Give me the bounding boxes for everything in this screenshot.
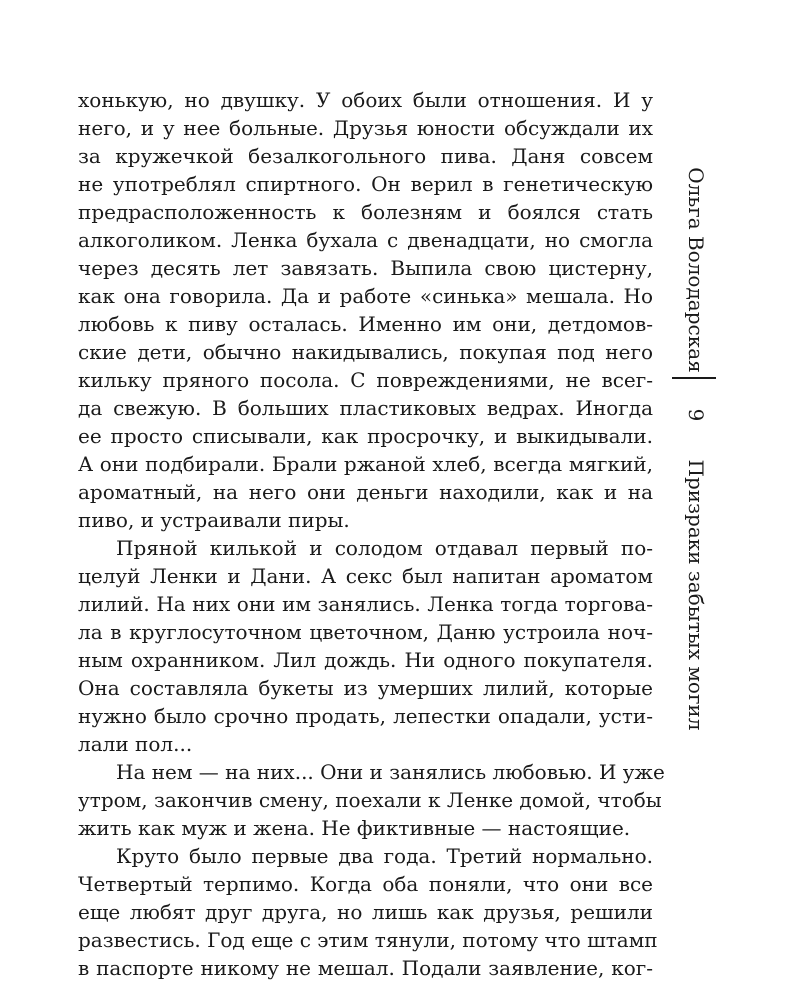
text-line: ские дети, обычно накидывались, покупая под него [78, 340, 653, 364]
body-text [78, 86, 665, 982]
text-line: Она составляла букеты из умерших лилий, которые [78, 676, 653, 700]
text-line: да свежую. В больших пластиковых ведрах. Иногда [78, 396, 653, 420]
text-line: утром, закончив смену, поехали к Ленке домой, чтобы [78, 788, 662, 812]
text-line: ла в круглосуточном цветочном, Даню устроила ноч- [78, 620, 653, 644]
text-line: через десять лет завязать. Выпила свою цистерну, [78, 256, 653, 280]
running-head-divider [672, 377, 716, 379]
text-line: Четвертый терпимо. Когда оба поняли, что они все [78, 872, 653, 896]
text-line: него, и у нее больные. Друзья юности обсуждали их [78, 116, 653, 140]
text-line: не употреблял спиртного. Он верил в генетическую [78, 172, 653, 196]
text-line: любовь к пиву осталась. Именно им они, детдомов- [78, 312, 653, 336]
text-line: развестись. Год еще с этим тянули, потому что штамп [78, 928, 658, 952]
text-line: ароматный, на него они деньги находили, как и на [78, 480, 653, 504]
text-line: Пряной килькой и солодом отдавал первый по- [116, 536, 653, 560]
running-head [666, 167, 726, 731]
text-line: На нем — на них... Они и занялись любовью. И уже [116, 760, 665, 784]
text-line: еще любят друг друга, но лишь как друзья, решили [78, 900, 653, 924]
text-line: лилий. На них они им занялись. Ленка тогда торгова- [78, 592, 653, 616]
text-line: предрасположенность к болезням и боялся стать [78, 200, 653, 224]
text-line: в паспорте никому не мешал. Подали заявление, ког- [78, 956, 653, 980]
book-title: Призраки забытых могил [684, 459, 708, 731]
text-line: лали пол... [78, 732, 193, 756]
text-line: пиво, и устраивали пиры. [78, 508, 350, 532]
text-line: кильку пряного посола. С повреждениями, не всег- [78, 368, 653, 392]
text-line: целуй Ленки и Дани. А секс был напитан ароматом [78, 564, 653, 588]
text-line: ным охранником. Лил дождь. Ни одного покупателя. [78, 648, 653, 672]
text-line: жить как муж и жена. Не фиктивные — настоящие. [78, 816, 631, 840]
text-line: как она говорила. Да и работе «синька» мешала. Но [78, 284, 653, 308]
text-line: алкоголиком. Ленка бухала с двенадцати, но смогла [78, 228, 653, 252]
text-line: хонькую, но двушку. У обоих были отношения. И у [78, 88, 653, 112]
text-line: Круто было первые два года. Третий нормально. [116, 844, 653, 868]
author-name: Ольга Володарская [684, 167, 708, 373]
text-line: за кружечкой безалкогольного пива. Даня совсем [78, 144, 653, 168]
text-line: ее просто списывали, как просрочку, и выкидывали. [78, 424, 653, 448]
text-line: А они подбирали. Брали ржаной хлеб, всегда мягкий, [78, 452, 653, 476]
page-number: 9 [684, 408, 708, 422]
text-line: нужно было срочно продать, лепестки опадали, усти- [78, 704, 653, 728]
